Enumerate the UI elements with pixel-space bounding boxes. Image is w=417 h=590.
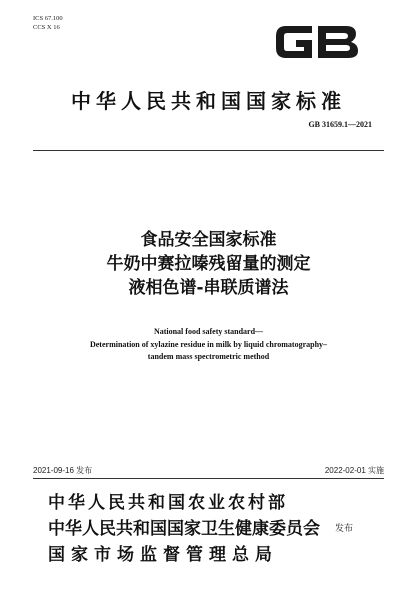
issuer-market-regulation: 国家市场监督管理总局 <box>48 545 278 565</box>
cn-title-line-1: 食品安全国家标准 <box>140 230 277 250</box>
standard-number: GB 31659.1—2021 <box>308 120 372 129</box>
english-title <box>0 326 417 364</box>
issuer-health-commission: 中华人民共和国国家卫生健康委员会 <box>48 519 320 539</box>
bottom-divider <box>33 478 384 479</box>
en-title-line-1: National food safety standard— <box>153 327 264 336</box>
classification-codes <box>33 15 63 32</box>
ccs-code: CCS X 16 <box>33 23 60 31</box>
cn-title-line-3: 液相色谱-串联质谱法 <box>128 278 289 298</box>
ics-code: ICS 67.100 <box>33 15 63 22</box>
publish-label: 发布 <box>335 524 354 534</box>
issuing-authorities <box>48 490 378 568</box>
top-divider <box>33 150 384 151</box>
issuer-ministry-agriculture: 中华人民共和国农业农村部 <box>48 493 288 513</box>
issuer-line <box>48 516 378 542</box>
issuer-line <box>48 490 378 516</box>
issuer-line <box>48 542 378 568</box>
en-title-line-2: Determination of xylazine residue in milk by liquid chromatography– <box>89 339 328 349</box>
issue-date: 2021-09-16 发布 <box>33 466 93 475</box>
gb-logo-text <box>272 20 362 64</box>
implementation-date: 2022-02-01 实施 <box>324 466 384 475</box>
chinese-title <box>0 228 417 300</box>
cn-title-line-2: 牛奶中赛拉嗪残留量的测定 <box>106 254 311 274</box>
standard-type-heading: 中华人民共和国国家标准 <box>71 89 346 113</box>
en-title-line-3: tandem mass spectrometric method <box>147 352 270 361</box>
